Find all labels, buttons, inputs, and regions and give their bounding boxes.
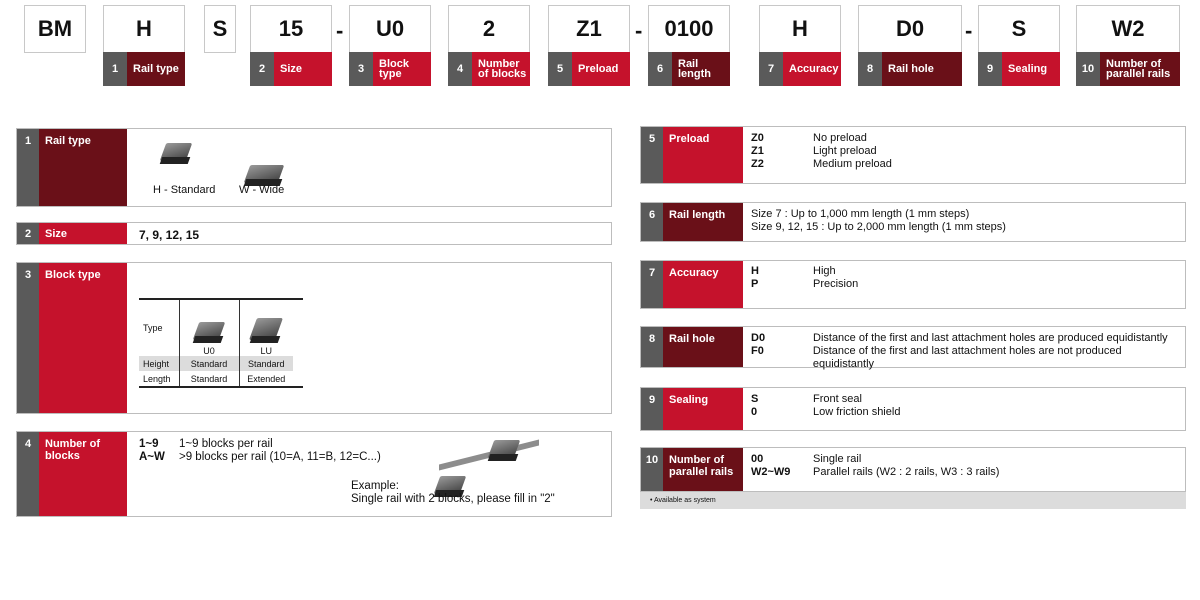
rail-two-blocks-icon — [429, 438, 539, 478]
footnote-bar: • Available as system — [640, 492, 1186, 509]
section-parallel-rails: 10 Number of parallel rails 00 Single rail W2~W9 Parallel rails (W2 : 2 rails, W3 : 3 rails) — [640, 447, 1186, 492]
label-sealing: 9 Sealing — [978, 52, 1060, 86]
label-number-of-blocks: 4 Number of blocks — [448, 52, 530, 86]
section-block-type: 3 Block type Type U0 LU Height Standard Standard Length Standard Extended — [16, 262, 612, 414]
label-preload: 5 Preload — [548, 52, 630, 86]
code-s: S — [204, 5, 236, 53]
section-rail-length: 6 Rail length Size 7 : Up to 1,000 mm length (1 mm steps) Size 9, 12, 15 : Up to 2,000 mm length (1 mm steps) — [640, 202, 1186, 242]
code-size: 15 — [250, 5, 332, 53]
code-accuracy: H — [759, 5, 841, 53]
label-accuracy: 7 Accuracy — [759, 52, 841, 86]
section-size: 2 Size 7, 9, 12, 15 — [16, 222, 612, 245]
label-rail-type: 1 Rail type — [103, 52, 185, 86]
code-rail-type: H — [103, 5, 185, 53]
section-title: Number of parallel rails — [663, 448, 743, 491]
option-standard: H - Standard — [153, 184, 216, 196]
code-block-type: U0 — [349, 5, 431, 53]
block-u0-icon — [192, 322, 226, 344]
section-number-of-blocks: 4 Number of blocks 1~9 1~9 blocks per rail A~W >9 blocks per rail (10=A, 11=B, 12=C...) Example: Single rail with 2 blocks, please fill in "2" — [16, 431, 612, 517]
block-lu-icon — [249, 318, 283, 344]
code-sealing: S — [978, 5, 1060, 53]
section-title: Accuracy — [663, 261, 743, 308]
section-title: Rail length — [663, 203, 743, 241]
label-parallel-rails: 10 Number of parallel rails — [1076, 52, 1180, 86]
code-rail-length: 0100 — [648, 5, 730, 53]
section-title: Preload — [663, 127, 743, 183]
dash: - — [635, 18, 643, 43]
section-title: Sealing — [663, 388, 743, 430]
code-rail-hole: D0 — [858, 5, 962, 53]
label-size: 2 Size — [250, 52, 332, 86]
section-title: Size — [39, 223, 127, 244]
rail-length-row: Size 7 : Up to 1,000 mm length (1 mm steps) — [751, 208, 970, 220]
section-title: Rail type — [39, 129, 127, 206]
code-preload: Z1 — [548, 5, 630, 53]
section-title: Number of blocks — [39, 432, 127, 516]
label-rail-hole: 8 Rail hole — [858, 52, 962, 86]
section-preload: 5 Preload Z0 No preload Z1 Light preload Z2 Medium preload — [640, 126, 1186, 184]
label-rail-length: 6 Rail length — [648, 52, 730, 86]
label-block-type: 3 Block type — [349, 52, 431, 86]
section-title: Block type — [39, 263, 127, 413]
section-accuracy: 7 Accuracy H High P Precision — [640, 260, 1186, 309]
section-sealing: 9 Sealing S Front seal 0 Low friction shield — [640, 387, 1186, 431]
option-wide: W - Wide — [239, 184, 285, 196]
dash: - — [965, 18, 973, 43]
dash: - — [336, 18, 344, 43]
section-rail-type: 1 Rail type H - Standard W - Wide — [16, 128, 612, 207]
block-type-table: Type U0 LU Height Standard Standard Length Standard Extended — [139, 298, 303, 388]
rail-length-row: Size 9, 12, 15 : Up to 2,000 mm length (1 mm steps) — [751, 221, 1006, 233]
rail-block-standard-icon — [159, 143, 193, 165]
code-number-of-blocks: 2 — [448, 5, 530, 53]
example-title: Example: — [351, 480, 399, 492]
code-bm: BM — [24, 5, 86, 53]
section-title: Rail hole — [663, 327, 743, 367]
code-parallel-rails: W2 — [1076, 5, 1180, 53]
size-values: 7, 9, 12, 15 — [139, 228, 200, 242]
example-text: Single rail with 2 blocks, please fill in "2" — [351, 493, 555, 505]
section-rail-hole: 8 Rail hole D0 Distance of the first and last attachment holes are produced equidistantly F0 Distance of the first and last attachment holes are not produced equidistantly — [640, 326, 1186, 368]
